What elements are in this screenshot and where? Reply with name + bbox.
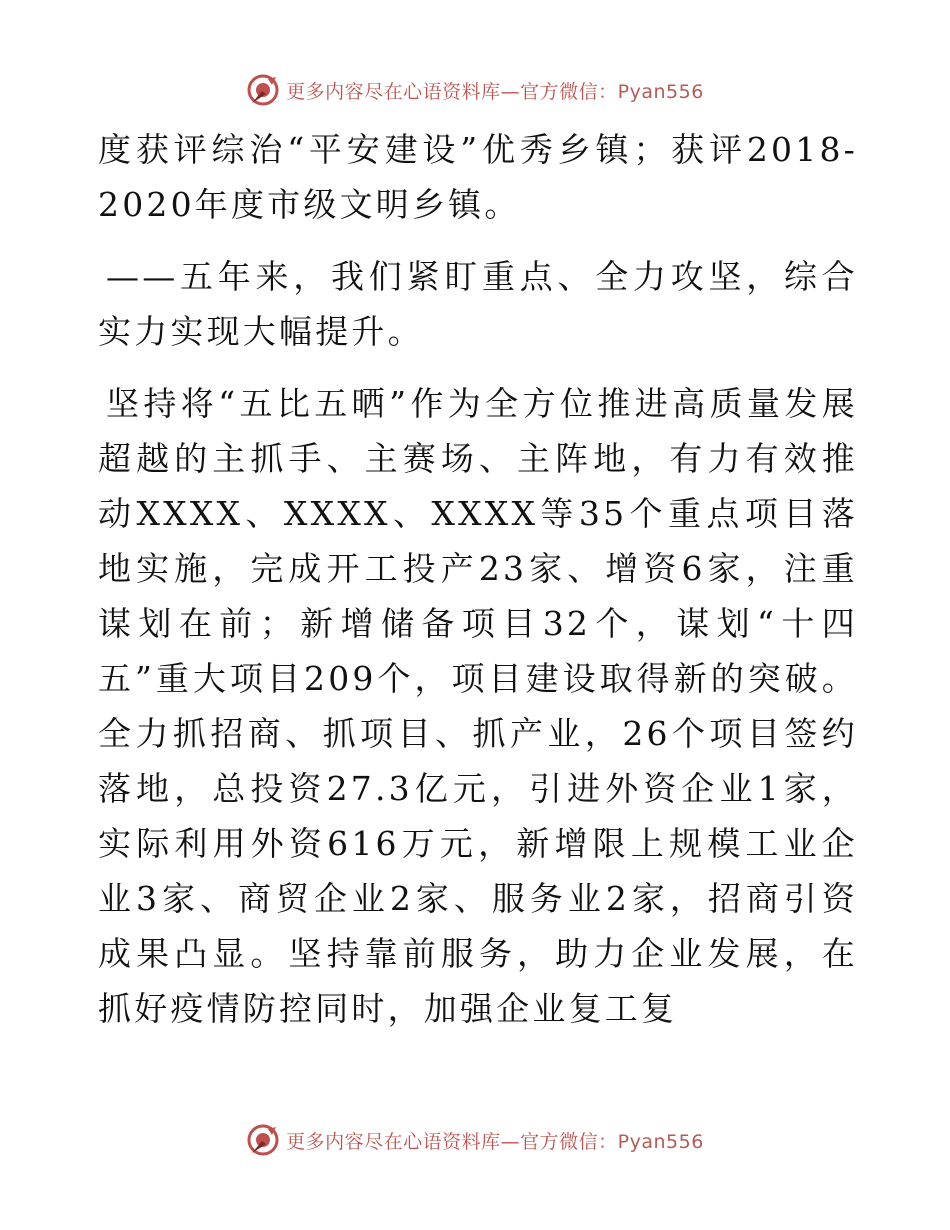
logo-seal-icon (246, 73, 280, 107)
paragraph-1: 度获评综治“平安建设”优秀乡镇；获评2018-2020年度市级文明乡镇。 (98, 130, 858, 224)
watermark-contact-id: Pyan556 (617, 80, 704, 103)
watermark-site-text: 更多内容尽在心语资料库—官方微信： (286, 80, 618, 103)
watermark-contact-id: Pyan556 (617, 1130, 704, 1153)
paragraph-3: 坚持将“五比五晒”作为全方位推进高质量发展超越的主抓手、主赛场、主阵地，有力有效推动XXXX、XXXX、XXXX等35个重点项目落地实施，完成开工投产23家、增资6家，注重谋划在前；新增储备项目32个，谋划“十四五”重大项目209个，项目建设取得新的突破。全力抓招商、抓项目、抓产业，26个项目签约落地，总投资27.3亿元，引进外资企业1家，实际利用外资616万元，新增限上规模工业企业3家、商贸企业2家、服务业2家，招商引资成果凸显。坚持靠前服务，助力企业发展，在抓好疫情防控同时，加强企业复工复 (98, 384, 858, 1028)
watermark-text (286, 77, 704, 104)
document-body (98, 122, 858, 1036)
paragraph-2: ——五年来，我们紧盯重点、全力攻坚，综合实力实现大幅提升。 (98, 257, 858, 351)
footer-watermark (0, 1120, 950, 1160)
header-watermark (0, 70, 950, 110)
watermark-site-text: 更多内容尽在心语资料库—官方微信： (286, 1130, 618, 1153)
logo-seal-icon (246, 1123, 280, 1157)
watermark-text (286, 1127, 704, 1154)
